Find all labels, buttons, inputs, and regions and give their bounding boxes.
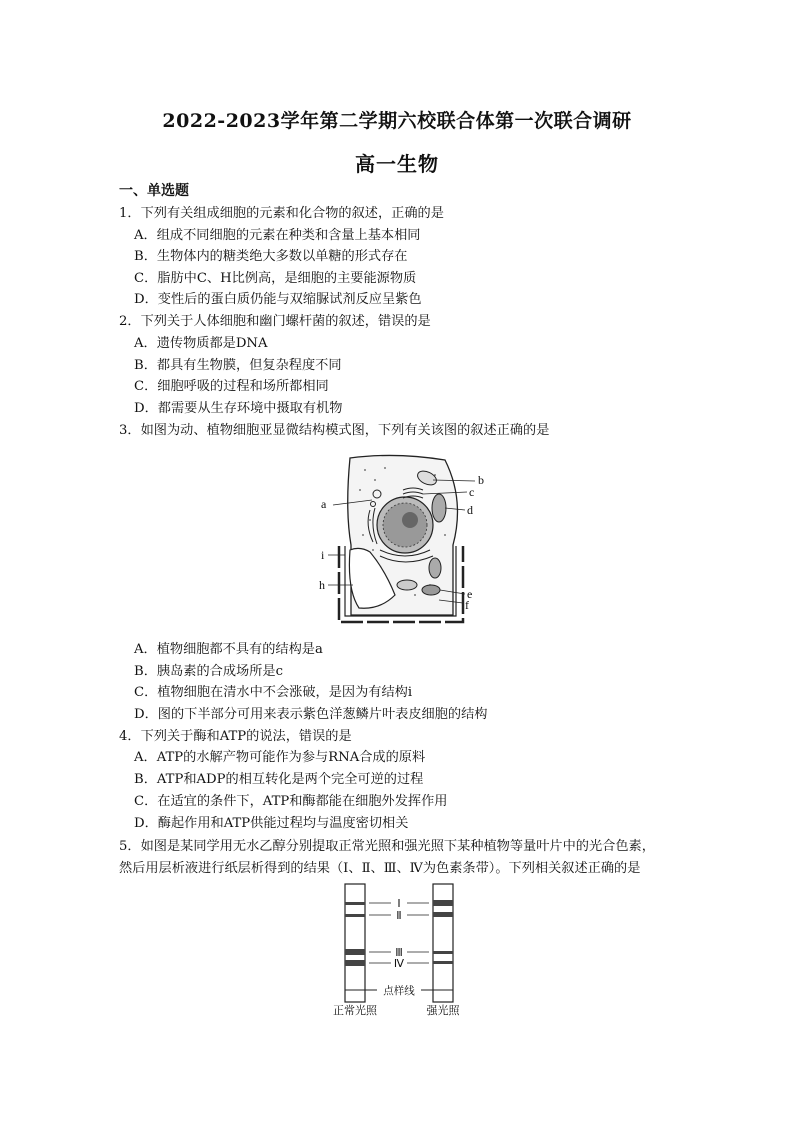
question-2-option-b: B．都具有生物膜，但复杂程度不同 (134, 358, 342, 373)
band-label-1: Ⅰ (397, 898, 401, 910)
question-5-stem-line1: 5．如图是某同学用无水乙醇分别提取正常光照和强光照下某种植物等量叶片中的光合色素， (119, 839, 655, 854)
origin-line-label: 点样线 (383, 986, 415, 997)
figure-label-e: e (467, 587, 473, 601)
question-3-option-c: C．植物细胞在清水中不会涨破，是因为有结构i (134, 685, 413, 700)
question-2-option-c: C．细胞呼吸的过程和场所都相同 (134, 379, 329, 394)
chromatography-figure (325, 880, 475, 1020)
question-1-option-c: C．脂肪中C、H比例高，是细胞的主要能源物质 (134, 271, 417, 286)
question-4-option-b: B．ATP和ADP的相互转化是两个完全可逆的过程 (134, 772, 424, 787)
figure-label-c: c (469, 485, 475, 499)
figure-label-d: d (467, 503, 473, 517)
question-3-option-b: B．胰岛素的合成场所是c (134, 664, 283, 679)
question-3-option-d: D．图的下半部分可用来表示紫色洋葱鳞片叶表皮细胞的结构 (134, 707, 488, 722)
question-4-option-c: C．在适宜的条件下，ATP和酶都能在细胞外发挥作用 (134, 794, 448, 809)
band-label-3: Ⅲ (395, 947, 403, 959)
question-4-option-a: A．ATP的水解产物可能作为参与RNA合成的原料 (134, 750, 426, 765)
question-2-option-d: D．都需要从生存环境中摄取有机物 (134, 401, 343, 416)
document-subtitle: 高一生物 (355, 152, 439, 176)
figure-label-a: a (321, 497, 327, 511)
strip-normal-light (345, 884, 365, 1002)
question-1-option-a: A．组成不同细胞的元素在种类和含量上基本相同 (134, 228, 421, 243)
question-5-stem-line2: 然后用层析液进行纸层析得到的结果（Ⅰ、Ⅱ、Ⅲ、Ⅳ为色素条带）。下列相关叙述正确的是 (119, 861, 641, 876)
question-2-option-a: A．遗传物质都是DNA (134, 336, 268, 351)
chloroplast-lower (422, 585, 440, 595)
question-3-option-a: A．植物细胞都不具有的结构是a (134, 642, 323, 657)
normal-light-label: 正常光照 (333, 1005, 377, 1017)
strong-light-label: 强光照 (426, 1005, 460, 1017)
question-4-option-d: D．酶起作用和ATP供能过程均与温度密切相关 (134, 816, 409, 831)
question-4-stem: 4．下列关于酶和ATP的说法，错误的是 (119, 729, 352, 744)
band-label-2: Ⅱ (396, 910, 402, 922)
section-heading: 一、单选题 (119, 183, 189, 199)
figure-label-b: b (478, 473, 484, 487)
figure-label-f: f (465, 598, 469, 612)
document-title: 2022-2023学年第二学期六校联合体第一次联合调研 (162, 110, 632, 132)
question-3-stem: 3．如图为动、植物细胞亚显微结构模式图，下列有关该图的叙述正确的是 (119, 423, 550, 438)
question-1-option-b: B．生物体内的糖类绝大多数以单糖的形式存在 (134, 249, 408, 264)
figure-label-i: i (321, 548, 325, 562)
chloroplast (432, 494, 446, 522)
cell-structure-figure (315, 450, 485, 625)
question-2-stem: 2．下列关于人体细胞和幽门螺杆菌的叙述，错误的是 (119, 314, 431, 329)
figure-label-h: h (319, 578, 325, 592)
mitochondrion-lower (397, 580, 417, 590)
question-1-option-d: D．变性后的蛋白质仍能与双缩脲试剂反应呈紫色 (134, 292, 422, 307)
band-label-4: Ⅳ (393, 958, 405, 970)
question-1-stem: 1．下列有关组成细胞的元素和化合物的叙述，正确的是 (119, 206, 444, 221)
